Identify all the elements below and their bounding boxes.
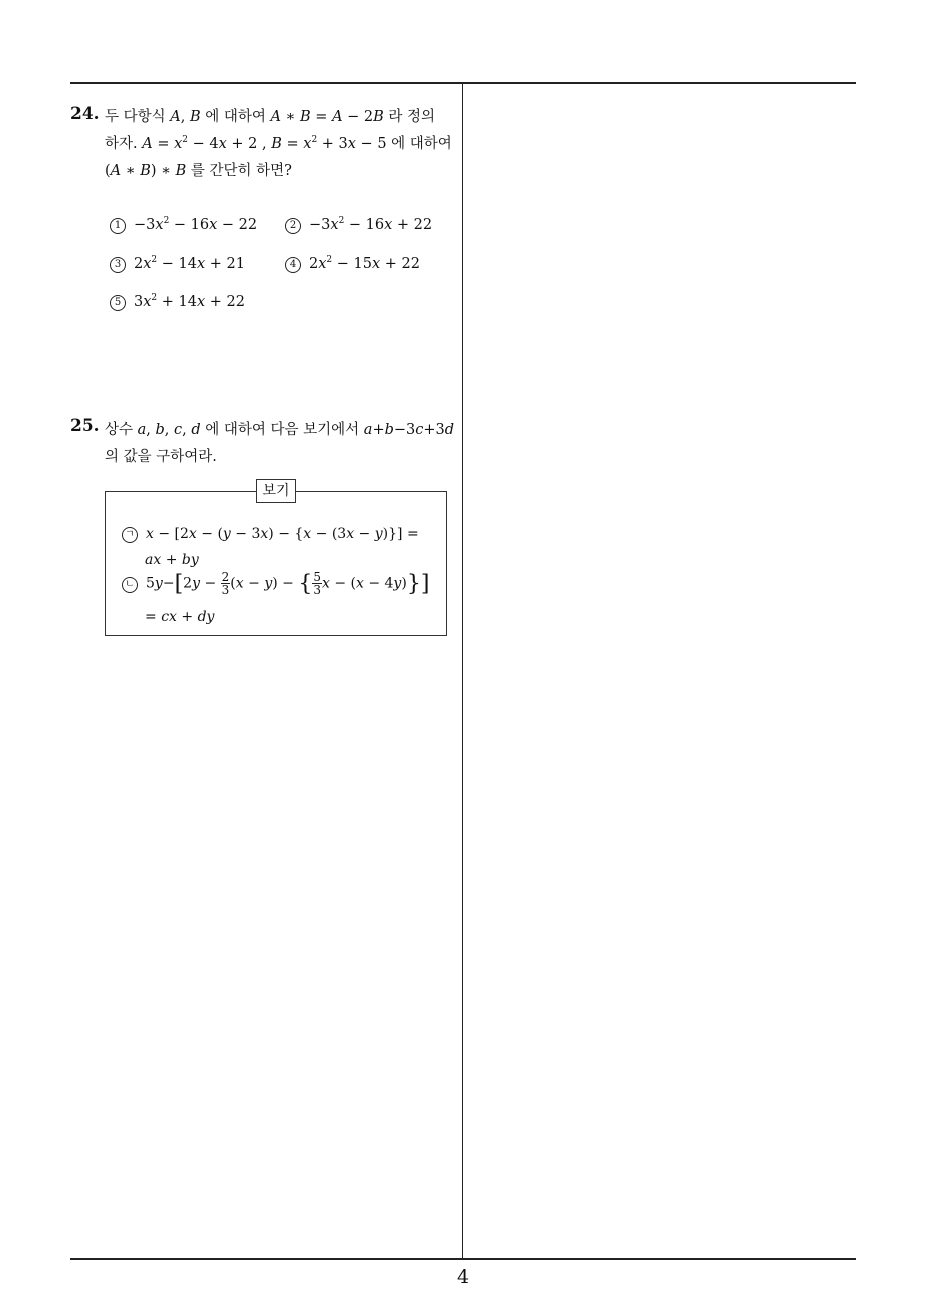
choice-3[interactable]: [110, 255, 245, 273]
bogi-item-2: ㄴ 5y−[2y − $\frac{2}{3}$ (x − y) − { $\frac{5}{3}$ x − (x − 4y)}]: [122, 571, 429, 597]
choice-5-text: $3x^2 + 14x + 22$: [134, 293, 245, 310]
question-25-number: 25.: [70, 416, 100, 436]
question-24-number: 24.: [70, 104, 100, 124]
choice-2-mark: 2: [285, 218, 301, 234]
question-25-line-2: 의 값을 구하여라.: [105, 449, 217, 465]
bogi-item-2-continuation: = cx + dy: [145, 609, 215, 625]
choice-2[interactable]: [285, 216, 432, 234]
choice-2-text: $-3x^2 - 16x + 22$: [309, 216, 433, 233]
choice-5[interactable]: [110, 293, 245, 311]
question-24-line-3: (A ∗ B) ∗ B 를 간단히 하면?: [105, 163, 292, 179]
bogi-item-2-mark: ㄴ: [122, 577, 138, 593]
choice-5-mark: 5: [110, 295, 126, 311]
bogi-item-1: ㄱ x − [2x − (y − 3x) − {x − (3x − y)}] =: [122, 526, 419, 543]
question-24-line-1: 두 다항식 A, B 에 대하여 A ∗ B = A − 2B 라 정의: [105, 109, 436, 125]
bogi-title: 보기: [256, 479, 296, 503]
choice-4[interactable]: [285, 255, 420, 273]
column-divider: [462, 83, 463, 1259]
choice-3-mark: 3: [110, 257, 126, 273]
bottom-rule: [70, 1258, 856, 1260]
question-24-line-2: 하자. $A = x^2 - 4x + 2$ , $B = x^2 + 3x - 5$ 에 대하여: [105, 135, 452, 152]
bogi-item-1-mark: ㄱ: [122, 527, 138, 543]
choice-1-text: $-3x^2 - 16x - 22$: [134, 216, 258, 233]
choice-4-text: $2x^2 - 15x + 22$: [309, 255, 420, 272]
page-number: 4: [456, 1266, 470, 1288]
choice-1[interactable]: [110, 216, 257, 234]
choice-1-mark: 1: [110, 218, 126, 234]
question-25-line-1: 상수 a, b, c, d 에 대하여 다음 보기에서 a+b−3c+3d: [105, 422, 455, 438]
choice-3-text: $2x^2 - 14x + 21$: [134, 255, 245, 272]
bogi-item-1-continuation: ax + by: [145, 552, 199, 568]
choice-4-mark: 4: [285, 257, 301, 273]
